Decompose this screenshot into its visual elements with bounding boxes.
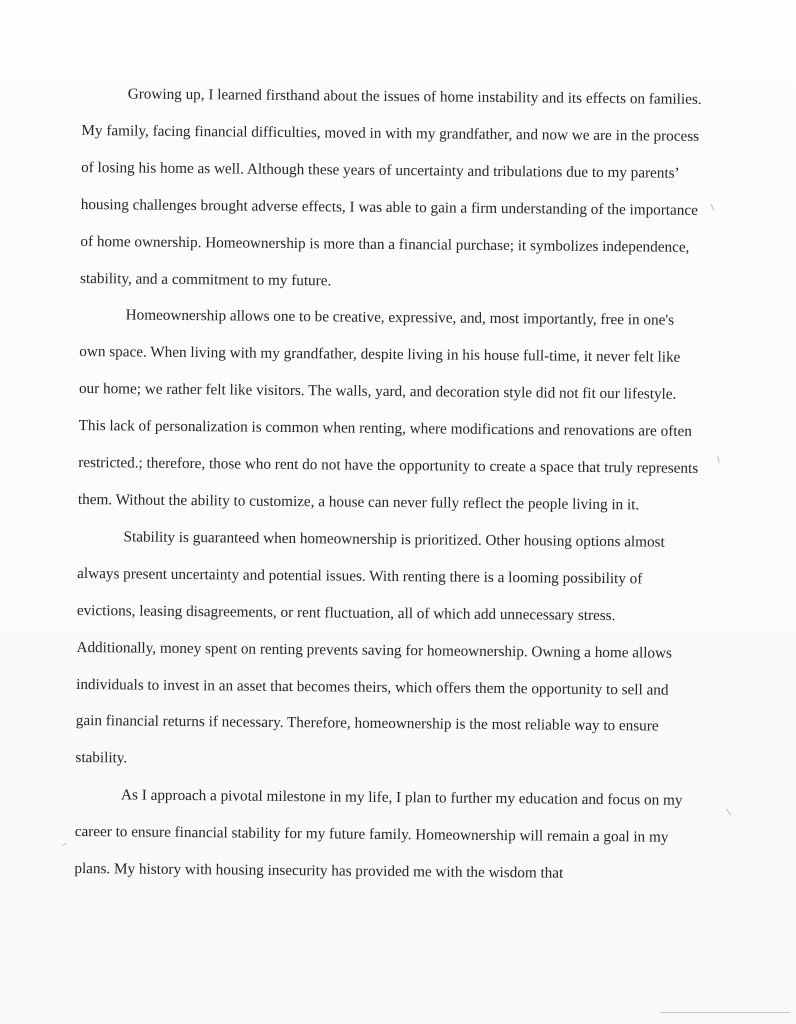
paragraph-future-plans: As I approach a pivotal milestone in my life, I plan to further my education and focus on my career to ensure financial stability for my future family. Homeownership will remain a goal in my plans. My history with housing insecurity has provided me with the wisdom that xyxy=(74,786,683,882)
scan-speck xyxy=(711,204,714,211)
paragraph-home-instability: Growing up, I learned firsthand about the issues of home instability and its effects on families. My family, facing financial difficulties, moved in with my grandfather, and now we are in the process of losing his home as well. Although these years of uncertainty and tribulations due to my parents’ housing challenges brought adverse effects, I was able to gain a firm understanding of the importance of home ownership. Homeownership is more than a financial purchase; it symbolizes independence, stability, and a commitment to my future. xyxy=(79,85,702,289)
scan-edge-line xyxy=(660,1012,790,1013)
essay-body xyxy=(74,76,702,894)
scan-speck xyxy=(726,808,731,815)
paragraph-personal-space: Homeownership allows one to be creative, expressive, and, most importantly, free in one's own space. When living with my grandfather, despite living in his house full-time, it never felt like our home; we rather felt like visitors. The walls, yard, and decoration style did not fit our lifestyle. This lack of personalization is common when renting, where modifications and renovations are often restricted.; therefore, those who rent do not have the opportunity to create a space that truly represents them. Without the ability to customize, a house can never fully reflect the people living in it. xyxy=(77,306,699,514)
scan-speck xyxy=(717,456,720,463)
paragraph-stability: Stability is guaranteed when homeownership is prioritized. Other housing options almost always present uncertainty and potential issues. With renting there is a looming possibility of evictions, leasing disagreements, or rent fluctuation, all of which add unnecessary stress. Additionally, money spent on renting prevents saving for homeownership. Owning a home allows individuals to invest in an asset that becomes theirs, which offers them the opportunity to sell and gain financial returns if necessary. Therefore, homeownership is the most reliable way to ensure stability. xyxy=(75,528,673,767)
scan-speck xyxy=(62,843,67,846)
